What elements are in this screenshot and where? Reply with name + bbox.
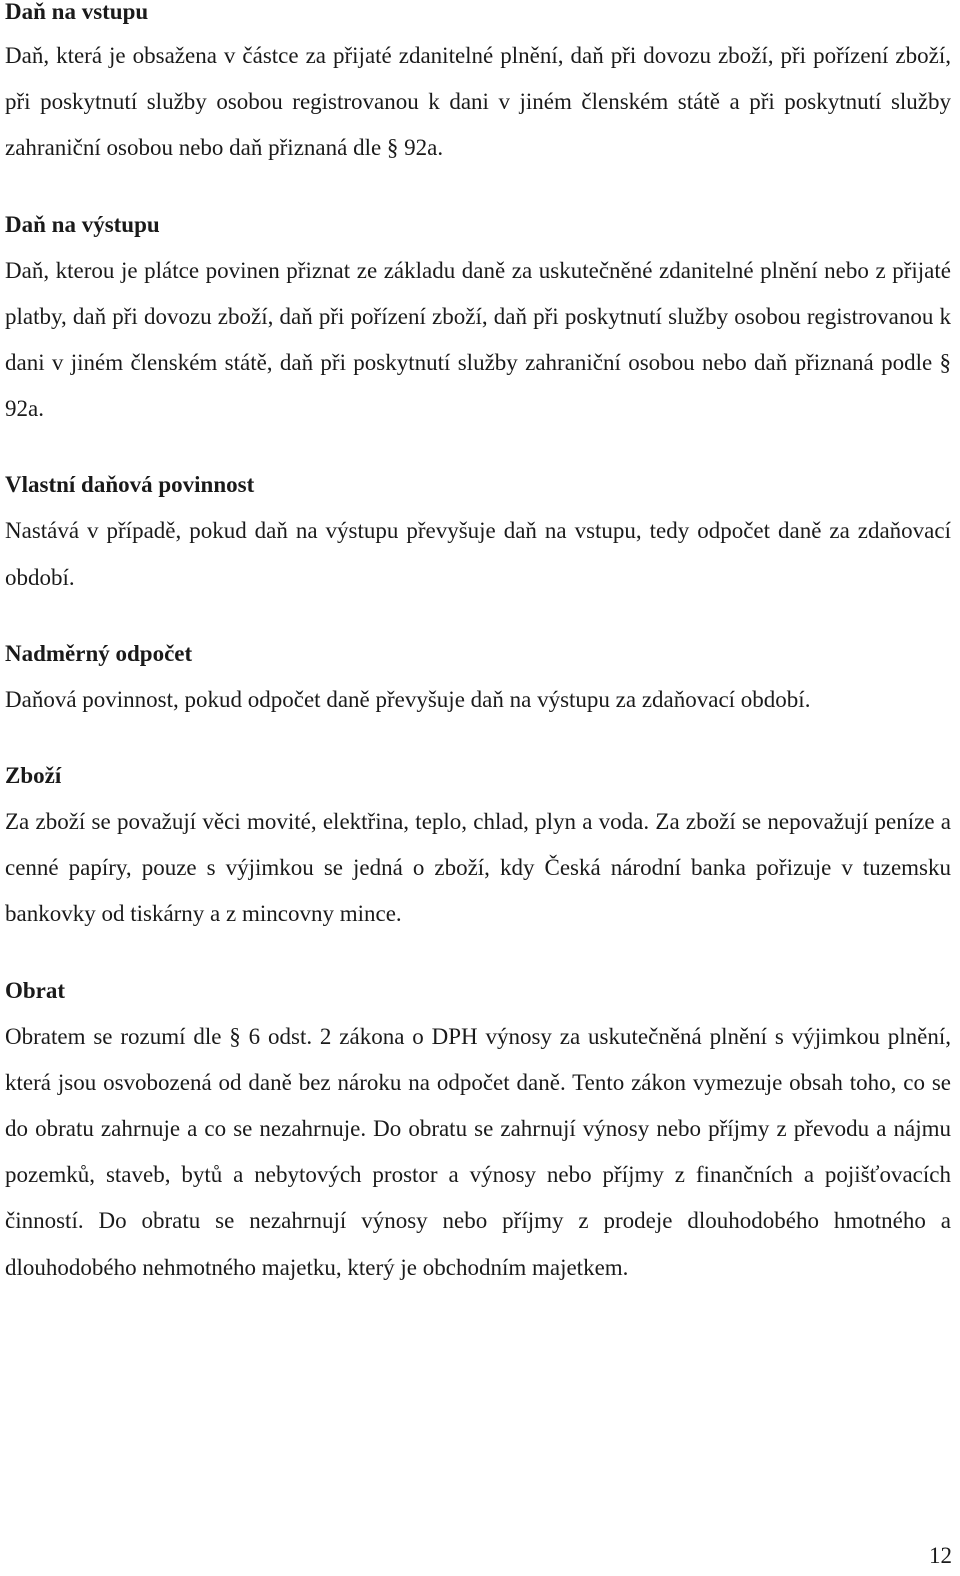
- section-paragraph: Za zboží se považují věci movité, elektřina, teplo, chlad, plyn a voda. Za zboží se nepovažují peníze a cenné papíry, pouze s výjimkou se jedná o zboží, kdy Česká národní banka pořizuje v tuzemsku bankovky od tiskárny a z mincovny mince.: [5, 809, 951, 927]
- section-paragraph: Obratem se rozumí dle § 6 odst. 2 zákona o DPH výnosy za uskutečněná plnění s výjimkou plnění, která jsou osvobozená od daně bez nároku na odpočet daně. Tento zákon vymezuje obsah toho, co se do obratu zahrnuje a co se nezahrnuje. Do obratu se zahrnují výnosy nebo příjmy z převodu a nájmu pozemků, staveb, bytů a nebytových prostor a výnosy nebo příjmy z finančních a pojišťovacích činností. Do obratu se nezahrnují výnosy nebo příjmy z prodeje dlouhodobého hmotného a dlouhodobého nehmotného majetku, který je obchodním majetkem.: [5, 1023, 951, 1280]
- section-zbozi: [5, 764, 951, 938]
- section-heading: Zboží: [5, 763, 62, 789]
- section-heading: Vlastní daňová povinnost: [5, 472, 255, 498]
- page-number: 12: [929, 1543, 952, 1568]
- section-paragraph: Nastává v případě, pokud daň na výstupu převyšuje daň na vstupu, tedy odpočet daně za zdaňovací období.: [5, 518, 951, 590]
- section-paragraph: Daň, která je obsažena v částce za přijaté zdanitelné plnění, daň při dovozu zboží, při pořízení zboží, při poskytnutí služby osobou registrovanou k dani v jiném členském státě a při poskytnutí služby zahraniční osobou nebo daň přiznaná dle § 92a.: [5, 43, 951, 161]
- section-dan-na-vstupu: [5, 0, 951, 172]
- section-paragraph: Daňová povinnost, pokud odpočet daně převyšuje daň na výstupu za zdaňovací období.: [5, 686, 811, 712]
- section-heading: Daň na výstupu: [5, 211, 160, 237]
- section-obrat: [5, 979, 951, 1291]
- section-dan-na-vystupu: [5, 213, 951, 433]
- section-heading: Nadměrný odpočet: [5, 640, 193, 666]
- section-paragraph: Daň, kterou je plátce povinen přiznat ze základu daně za uskutečněné zdanitelné plnění nebo z přijaté platby, daň při dovozu zboží, daň při pořízení zboží, daň při poskytnutí služby osobou registrovanou k dani v jiném členském státě, daň při poskytnutí služby zahraniční osobou nebo daň přiznaná podle § 92a.: [5, 257, 951, 422]
- section-heading: Daň na vstupu: [5, 0, 149, 24]
- section-vlastni-danova-povinnost: [5, 473, 951, 600]
- section-heading: Obrat: [5, 977, 66, 1003]
- section-nadmerny-odpocet: [5, 642, 951, 723]
- document-page: [5, 0, 951, 1291]
